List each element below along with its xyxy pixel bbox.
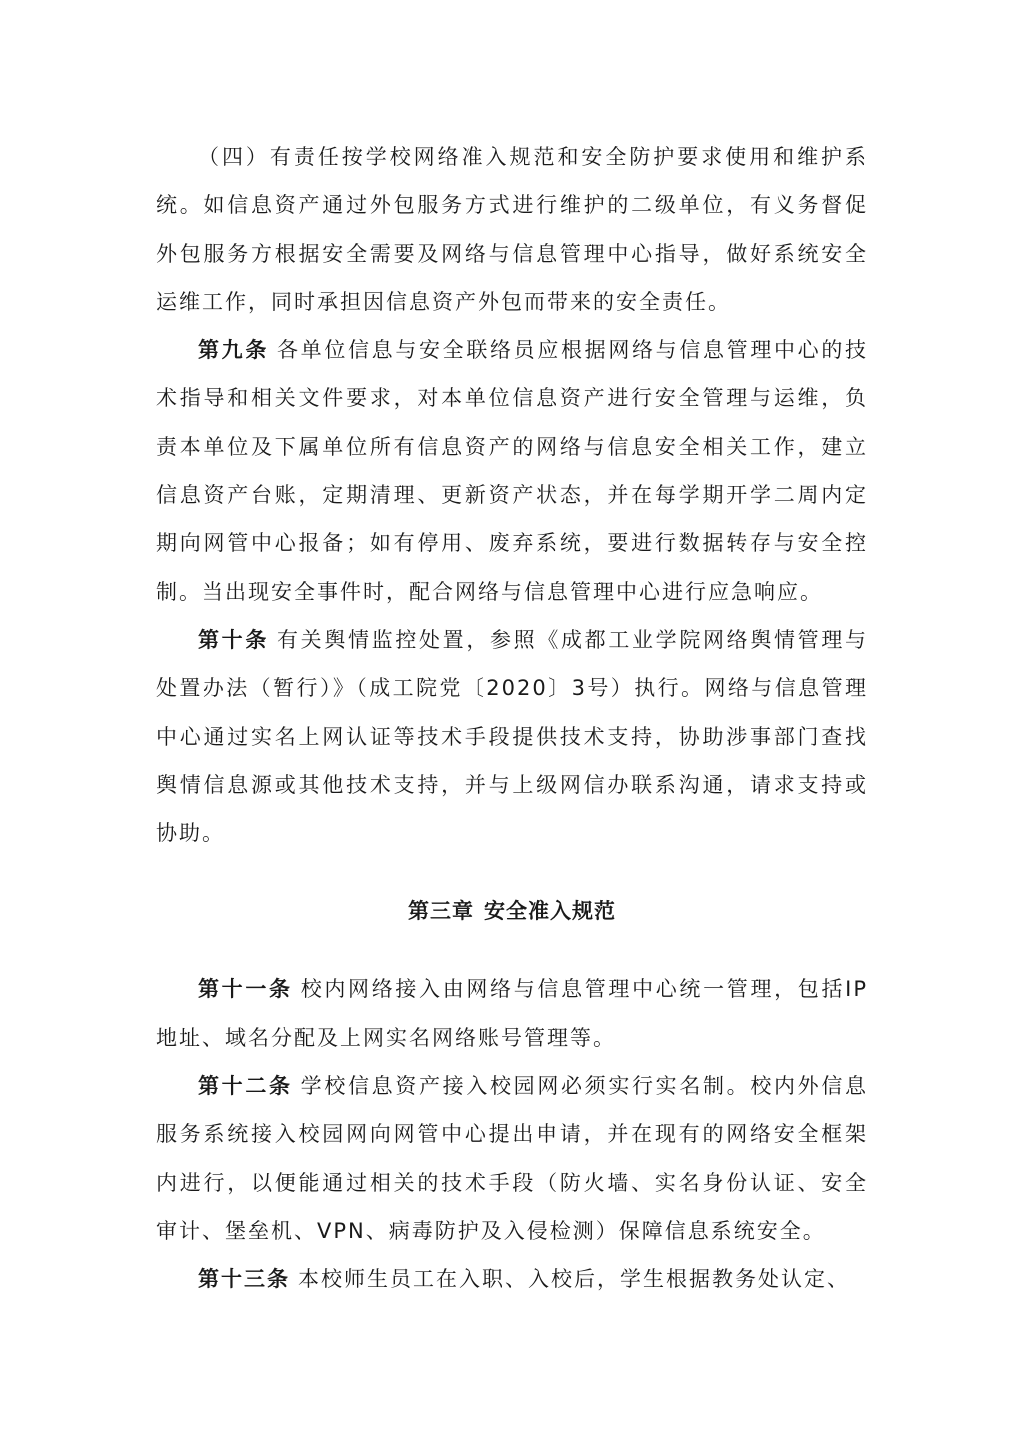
chapter-number: 第三章 xyxy=(408,899,474,924)
article-11 xyxy=(156,965,868,1062)
article-10 xyxy=(156,616,868,857)
chapter-title: 安全准入规范 xyxy=(484,899,616,924)
article-13 xyxy=(156,1255,868,1303)
article-number: 第十二条 xyxy=(198,1074,293,1099)
paragraph-item-4 xyxy=(156,133,868,326)
paragraph-text: 学校信息资产接入校园网必须实行实名制。校内外信息服务系统接入校园网向网管中心提出申请，并在现有的网络安全框架内进行，以便能通过相关的技术手段（防火墙、实名身份认证、安全审计、堡垒机、VPN、病毒防护及入侵检测）保障信息系统安全。 xyxy=(156,1074,869,1243)
article-number: 第十三条 xyxy=(198,1267,290,1292)
document-page xyxy=(156,133,868,1304)
paragraph-text: （四）有责任按学校网络准入规范和安全防护要求使用和维护系统。如信息资产通过外包服务方式进行维护的二级单位，有义务督促外包服务方根据安全需要及网络与信息管理中心指导，做好系统安全运维工作，同时承担因信息资产外包而带来的安全责任。 xyxy=(156,145,868,314)
article-number: 第十一条 xyxy=(198,977,293,1002)
article-9 xyxy=(156,326,868,616)
chapter-heading xyxy=(156,887,868,935)
paragraph-text: 有关舆情监控处置，参照《成都工业学院网络舆情管理与处置办法（暂行）》（成工院党〔2020〕3号）执行。网络与信息管理中心通过实名上网认证等技术手段提供技术支持，协助涉事部门查找舆情信息源或其他技术支持，并与上级网信办联系沟通，请求支持或协助。 xyxy=(156,627,868,846)
article-number: 第九条 xyxy=(198,338,269,363)
article-12 xyxy=(156,1062,868,1255)
paragraph-text: 各单位信息与安全联络员应根据网络与信息管理中心的技术指导和相关文件要求，对本单位信息资产进行安全管理与运维，负责本单位及下属单位所有信息资产的网络与信息安全相关工作，建立信息资产台账，定期清理、更新资产状态，并在每学期开学二周内定期向网管中心报备；如有停用、废弃系统，要进行数据转存与安全控制。当出现安全事件时，配合网络与信息管理中心进行应急响应。 xyxy=(156,338,868,604)
article-number: 第十条 xyxy=(198,627,269,652)
paragraph-text: 校内网络接入由网络与信息管理中心统一管理，包括IP地址、域名分配及上网实名网络账号管理等。 xyxy=(156,977,868,1050)
paragraph-text: 本校师生员工在入职、入校后，学生根据教务处认定、 xyxy=(298,1267,850,1292)
